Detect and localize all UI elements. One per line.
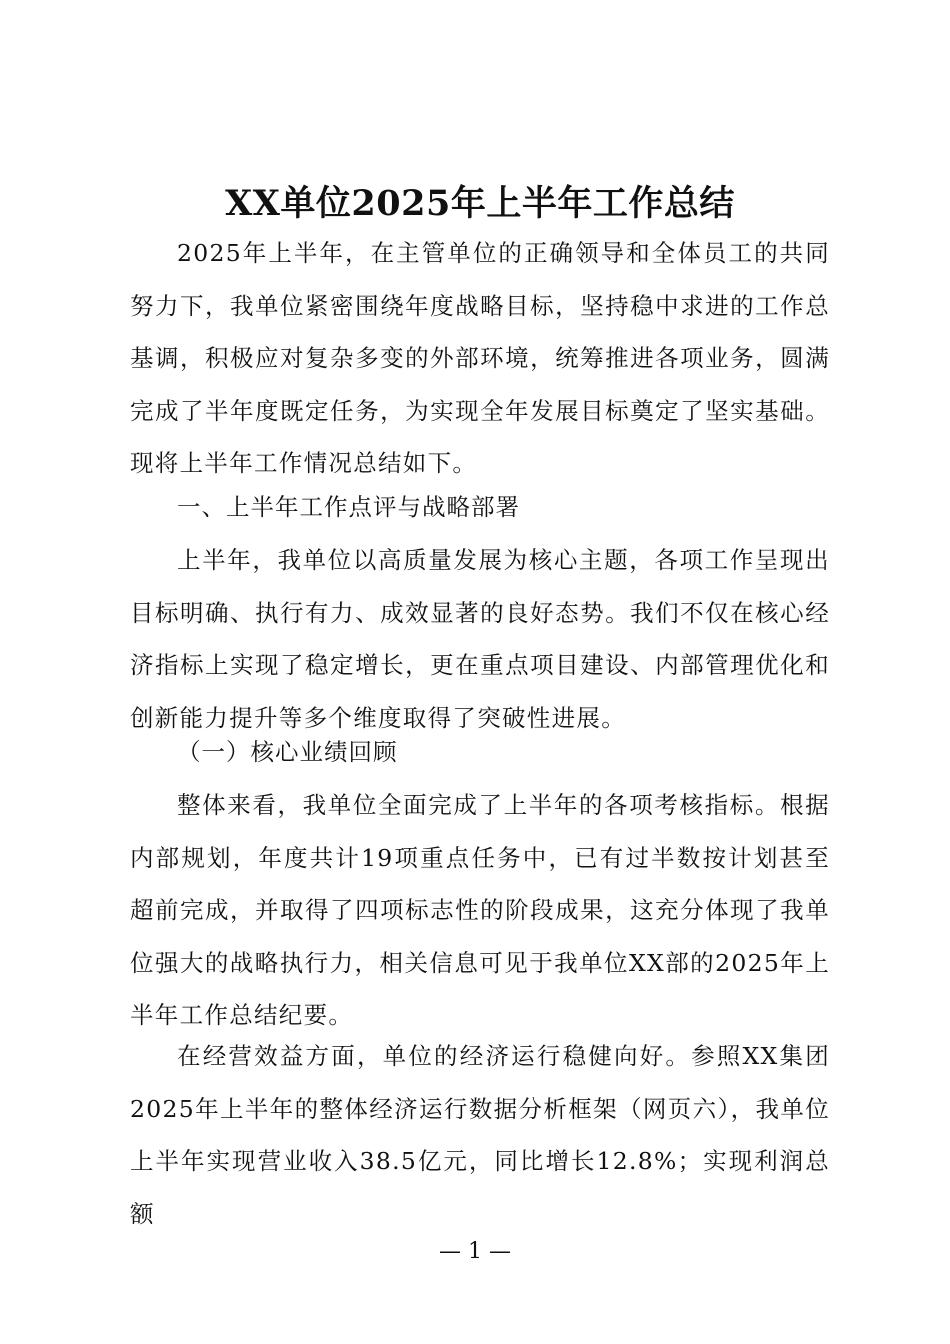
document-title: XX单位2025年上半年工作总结 <box>225 183 735 224</box>
section-heading-1: 一、上半年工作点评与战略部署 <box>177 493 520 521</box>
subsection-heading-1: （一）核心业绩回顾 <box>177 738 398 766</box>
intro-paragraph: 2025年上半年，在主管单位的正确领导和全体员工的共同努力下，我单位紧密围绕年度战略目标，坚持稳中求进的工作总基调，积极应对复杂多变的外部环境，统筹推进各项业务，圆满完成了半年度既定任务，为实现全年发展目标奠定了坚实基础。现将上半年工作情况总结如下。 <box>130 239 830 477</box>
section-1-paragraph: 上半年，我单位以高质量发展为核心主题，各项工作呈现出目标明确、执行有力、成效显著的良好态势。我们不仅在核心经济指标上实现了稳定增长，更在重点项目建设、内部管理优化和创新能力提升等多个维度取得了突破性进展。 <box>130 546 830 732</box>
subsection-1-paragraph-2: 在经营效益方面，单位的经济运行稳健向好。参照XX集团2025年上半年的整体经济运行数据分析框架（网页六），我单位上半年实现营业收入38.5亿元，同比增长12.8%；实现利润总额 <box>130 1042 830 1228</box>
page-number: — 1 — <box>439 1239 511 1264</box>
subsection-1-paragraph-1: 整体来看，我单位全面完成了上半年的各项考核指标。根据内部规划，年度共计19项重点任务中，已有过半数按计划甚至超前完成，并取得了四项标志性的阶段成果，这充分体现了我单位强大的战略执行力，相关信息可见于我单位XX部的2025年上半年工作总结纪要。 <box>130 791 830 1029</box>
